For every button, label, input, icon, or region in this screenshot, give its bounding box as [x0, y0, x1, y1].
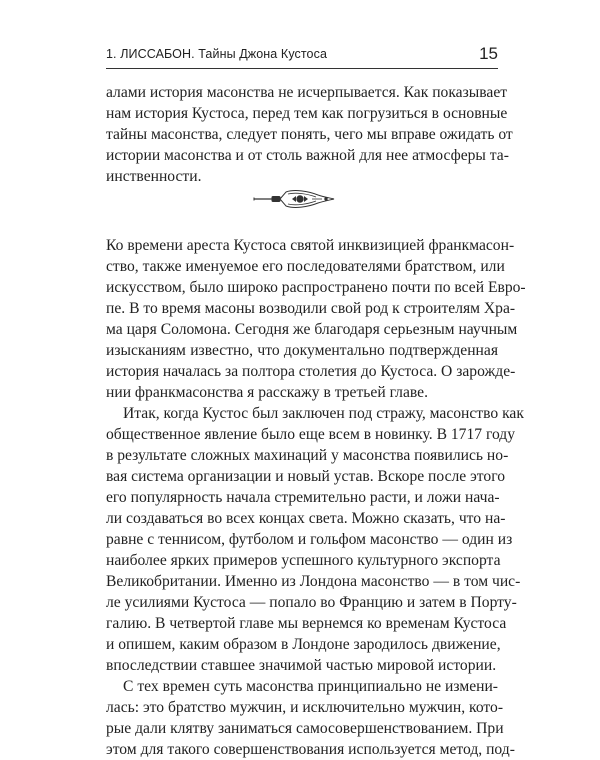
text-line: галию. В четвертой главе мы вернемся ко временам Кустоса [106, 615, 507, 632]
text-line: рые дали клятву заниматься самосовершенствованием. При [106, 720, 504, 737]
text-line: ма царя Соломона. Сегодня же благодаря серьезным научным [106, 321, 518, 338]
text-line: этом для такого совершенствования используется метод, под- [106, 741, 515, 758]
text-line: пе. В то время масоны возводили свой род к строителям Хра- [106, 300, 516, 317]
text-line: в результате сложных махинаций у масонства появились но- [106, 447, 509, 464]
text-line: нам история Кустоса, перед тем как погрузиться в основные [106, 105, 508, 122]
text-line: равне с теннисом, футболом и гольфом масонство — один из [106, 531, 513, 548]
text-line: ство, также именуемое его последователями братством, или [106, 258, 505, 275]
text-line: алами история масонства не исчерпывается. Как показывает [106, 84, 508, 101]
trowel-ornament-icon [250, 186, 340, 212]
page-number: 15 [479, 44, 498, 63]
text-line: ли создаваться во всех концах света. Можно сказать, что на- [106, 510, 506, 527]
text-line: Великобритании. Именно из Лондона масонство — в том чис- [106, 573, 521, 590]
text-line: инственности. [106, 168, 202, 185]
text-line: С тех времен суть масонства принципиально не измени- [123, 678, 498, 695]
text-line: истории масонства и от столь важной для нее атмосферы та- [106, 147, 509, 164]
text-line: вая система организации и новый устав. Вскоре после этого [106, 468, 506, 485]
text-line: изысканиям известно, что документально подтвержденная [106, 342, 498, 359]
text-line: тайны масонства, следует понять, чего мы вправе ожидать от [106, 126, 513, 143]
text-line: наиболее ярких примеров успешного культурного экспорта [106, 552, 501, 569]
text-line: история началась за полтора столетия до Кустоса. О зарожде- [106, 363, 516, 380]
running-title: 1. ЛИССАБОН. Тайны Джона Кустоса [106, 47, 328, 61]
text-line: впоследствии ставшее значимой частью мировой истории. [106, 657, 497, 674]
text-line: нии франкмасонства я расскажу в третьей главе. [106, 384, 428, 401]
text-line: искусством, было широко распространено почти по всей Евро- [106, 279, 526, 296]
text-line: и опишем, каким образом в Лондоне зародилось движение, [106, 636, 501, 653]
text-line: лась: это братство мужчин, и исключительно мужчин, кото- [106, 699, 504, 716]
text-line: ле усилиями Кустоса — попало во Францию и затем в Порту- [106, 594, 517, 611]
text-line: общественное явление было еще всем в новинку. В 1717 году [106, 426, 516, 443]
text-line: Итак, когда Кустос был заключен под стражу, масонство как [123, 405, 524, 422]
text-line: его популярность начала стремительно расти, и ложи нача- [106, 489, 500, 506]
text-line: Ко времени ареста Кустоса святой инквизицией франкмасон- [106, 237, 515, 254]
running-head [106, 44, 498, 69]
